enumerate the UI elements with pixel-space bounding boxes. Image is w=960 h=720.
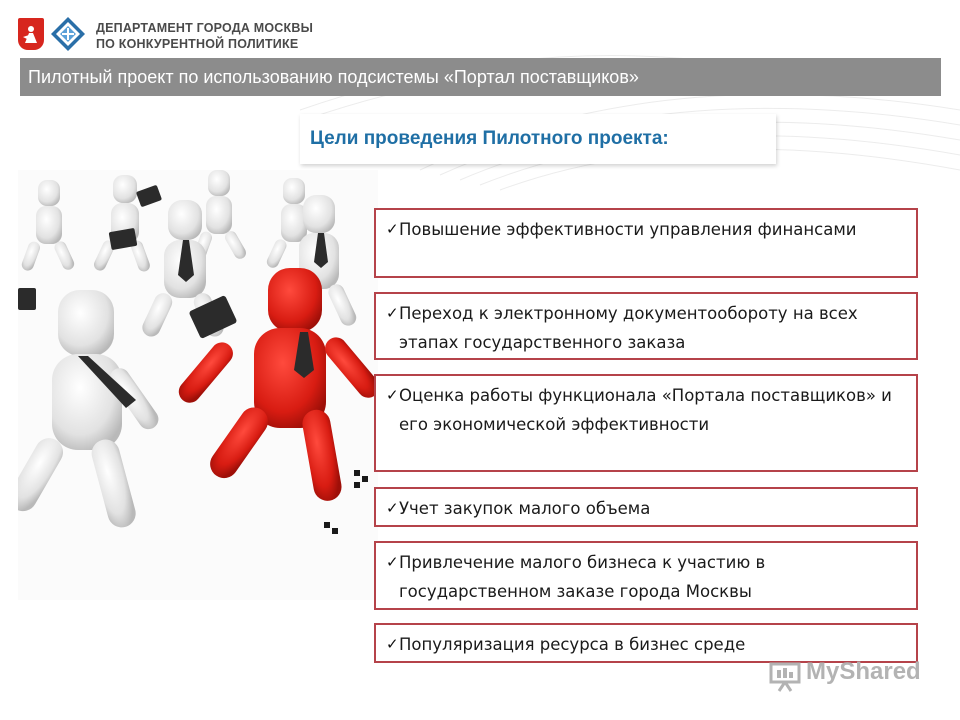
goal-item-2 [374, 292, 918, 360]
department-logo-icon [50, 16, 86, 52]
goal-item-5 [374, 541, 918, 610]
check-icon: ✓ [386, 635, 399, 653]
goals-heading: Цели проведения Пилотного проекта [310, 128, 663, 149]
check-icon: ✓ [386, 220, 399, 238]
goal-item-text: Оценка работы функционала «Портала поставщиков» и его экономической эффективности [399, 386, 892, 434]
goal-item-1 [374, 208, 918, 278]
goal-item-text: Переход к электронному документообороту на всех этапах государственного заказа [399, 304, 858, 352]
check-icon: ✓ [386, 553, 399, 571]
goal-item-text: Привлечение малого бизнеса к участию в государственном заказе города Москвы [399, 553, 766, 601]
header [0, 0, 960, 58]
goal-item-4 [374, 487, 918, 527]
slide-title-bar [20, 58, 941, 96]
moscow-emblem-icon [18, 18, 44, 50]
goal-item-text: Учет закупок малого объема [399, 499, 651, 518]
watermark-text: MyShared [806, 658, 921, 685]
goal-item-3 [374, 374, 918, 472]
department-title [96, 20, 313, 52]
department-title-line2: ПО КОНКУРЕНТНОЙ ПОЛИТИКЕ [96, 37, 299, 51]
slide-title: Пилотный проект по использованию подсистемы «Портал поставщиков» [28, 66, 639, 87]
goal-item-text: Популяризация ресурса в бизнес среде [399, 635, 746, 654]
check-icon: ✓ [386, 499, 399, 517]
check-icon: ✓ [386, 304, 399, 322]
presentation-icon [768, 658, 802, 692]
department-title-line1: ДЕПАРТАМЕНТ ГОРОДА МОСКВЫ [96, 21, 314, 35]
watermark [768, 656, 928, 696]
goals-heading-colon: : [662, 128, 669, 149]
check-icon: ✓ [386, 386, 399, 404]
goal-item-text: Повышение эффективности управления финансами [399, 220, 857, 239]
goals-heading-box [300, 114, 776, 164]
running-people-illustration [18, 170, 378, 600]
